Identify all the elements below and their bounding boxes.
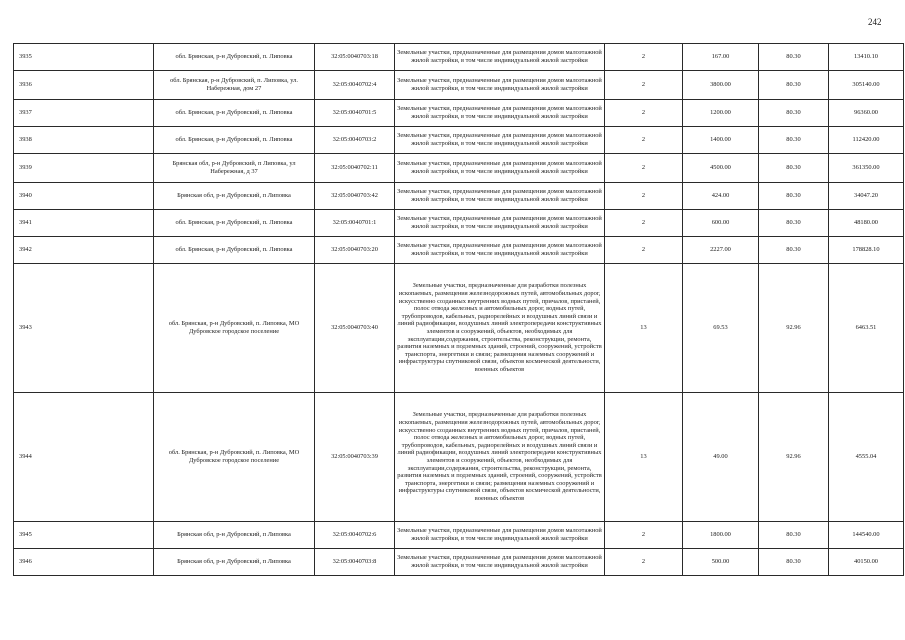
address-cell: обл. Брянская, р-н Дубровский, п. Липовка <box>154 210 315 237</box>
address-cell: Брянская обл, р-н Дубровский, п Липовка <box>154 522 315 549</box>
row-number-cell: 3935 <box>14 44 154 71</box>
cadastral-value-cell: 361350.00 <box>829 154 904 183</box>
address-cell: обл. Брянская, р-н Дубровский, п. Липовка <box>154 237 315 264</box>
row-number-cell: 3939 <box>14 154 154 183</box>
land-use-description-cell: Земельные участки, предназначенные для размещения домов малоэтажной жилой застройки, в том числе индивидуальной жилой застройки <box>395 549 605 576</box>
address-cell: Брянская обл, р-н Дубровский, п Липовка, ул Набережная, д 37 <box>154 154 315 183</box>
address-cell: обл. Брянская, р-н Дубровский, п. Липовка, МО Дубровское городское поселение <box>154 264 315 393</box>
row-number-cell: 3940 <box>14 183 154 210</box>
specific-value-cell: 92.96 <box>759 264 829 393</box>
specific-value-cell: 80.30 <box>759 71 829 100</box>
cadastral-value-cell: 305140.00 <box>829 71 904 100</box>
category-cell: 2 <box>605 210 683 237</box>
cadastral-value-cell: 4555.04 <box>829 393 904 522</box>
address-cell: обл. Брянская, р-н Дубровский, п. Липовка <box>154 100 315 127</box>
specific-value-cell: 80.30 <box>759 522 829 549</box>
table-row <box>14 210 904 237</box>
cadastral-value-cell: 6463.51 <box>829 264 904 393</box>
row-number-cell: 3946 <box>14 549 154 576</box>
table-row <box>14 71 904 100</box>
cadastral-number-cell: 32:05:0040703:42 <box>315 183 395 210</box>
cadastral-value-cell: 40150.00 <box>829 549 904 576</box>
category-cell: 2 <box>605 44 683 71</box>
table-row <box>14 522 904 549</box>
category-cell: 2 <box>605 127 683 154</box>
table-row <box>14 127 904 154</box>
row-number-cell: 3941 <box>14 210 154 237</box>
land-use-description-cell: Земельные участки, предназначенные для размещения домов малоэтажной жилой застройки, в том числе индивидуальной жилой застройки <box>395 237 605 264</box>
area-cell: 167.00 <box>683 44 759 71</box>
cadastral-number-cell: 32:05:0040703:40 <box>315 264 395 393</box>
specific-value-cell: 80.30 <box>759 127 829 154</box>
table-row <box>14 44 904 71</box>
page-number: 242 <box>868 17 882 27</box>
land-use-description-cell: Земельные участки, предназначенные для размещения домов малоэтажной жилой застройки, в том числе индивидуальной жилой застройки <box>395 127 605 154</box>
row-number-cell: 3944 <box>14 393 154 522</box>
specific-value-cell: 80.30 <box>759 154 829 183</box>
table-row <box>14 393 904 522</box>
area-cell: 69.53 <box>683 264 759 393</box>
area-cell: 424.00 <box>683 183 759 210</box>
cadastral-number-cell: 32:05:0040701:5 <box>315 100 395 127</box>
row-number-cell: 3945 <box>14 522 154 549</box>
cadastral-number-cell: 32:05:0040702:11 <box>315 154 395 183</box>
area-cell: 1400.00 <box>683 127 759 154</box>
cadastral-value-cell: 13410.10 <box>829 44 904 71</box>
cadastral-value-cell: 34047.20 <box>829 183 904 210</box>
specific-value-cell: 80.30 <box>759 183 829 210</box>
land-use-description-cell: Земельные участки, предназначенные для разработки полезных ископаемых, размещения железнодорожных путей, автомобильных дорог, искусственно созданных внутренних водных путей, причалов, пристаней, полос отвода железных и автомобильных дорог, водных путей, трубопроводов, кабельных, радиорелейных и воздушных линий связи и линий радиофикации, воздушных линий электропередачи конструктивных элементов и сооружений, объектов, необходимых для эксплуатации,содержания, строительства, реконструкции, ремонта, развития наземных и подземных зданий, строений, сооружений, устройств транспорта, энергетики и связи; размещения наземных сооружений и инфраструктуры спутниковой связи, объектов космической деятельности, военных объектов <box>395 393 605 522</box>
cadastral-number-cell: 32:05:0040701:1 <box>315 210 395 237</box>
table-row <box>14 264 904 393</box>
land-use-description-cell: Земельные участки, предназначенные для размещения домов малоэтажной жилой застройки, в том числе индивидуальной жилой застройки <box>395 210 605 237</box>
category-cell: 13 <box>605 393 683 522</box>
category-cell: 2 <box>605 522 683 549</box>
land-use-description-cell: Земельные участки, предназначенные для размещения домов малоэтажной жилой застройки, в том числе индивидуальной жилой застройки <box>395 522 605 549</box>
cadastral-value-cell: 112420.00 <box>829 127 904 154</box>
specific-value-cell: 80.30 <box>759 44 829 71</box>
specific-value-cell: 80.30 <box>759 549 829 576</box>
category-cell: 2 <box>605 549 683 576</box>
land-use-description-cell: Земельные участки, предназначенные для разработки полезных ископаемых, размещения железнодорожных путей, автомобильных дорог, искусственно созданных внутренних водных путей, причалов, пристаней, полос отвода железных и автомобильных дорог, водных путей, трубопроводов, кабельных, радиорелейных и воздушных линий связи и линий радиофикации, воздушных линий электропередачи конструктивных элементов и сооружений, объектов, необходимых для эксплуатации,содержания, строительства, реконструкции, ремонта, развития наземных и подземных зданий, строений, сооружений, устройств транспорта, энергетики и связи; размещения наземных сооружений и инфраструктуры спутниковой связи, объектов космической деятельности, военных объектов <box>395 264 605 393</box>
specific-value-cell: 80.30 <box>759 100 829 127</box>
cadastral-value-cell: 144540.00 <box>829 522 904 549</box>
row-number-cell: 3942 <box>14 237 154 264</box>
cadastral-number-cell: 32:05:0040703:20 <box>315 237 395 264</box>
address-cell: обл. Брянская, р-н Дубровский, п. Липовка <box>154 44 315 71</box>
row-number-cell: 3938 <box>14 127 154 154</box>
table-row <box>14 237 904 264</box>
address-cell: обл. Брянская, р-н Дубровский, п. Липовка, ул. Набережная, дом 27 <box>154 71 315 100</box>
area-cell: 1200.00 <box>683 100 759 127</box>
address-cell: обл. Брянская, р-н Дубровский, п. Липовка <box>154 127 315 154</box>
land-use-description-cell: Земельные участки, предназначенные для размещения домов малоэтажной жилой застройки, в том числе индивидуальной жилой застройки <box>395 44 605 71</box>
address-cell: Брянская обл, р-н Дубровский, п Липовка <box>154 549 315 576</box>
category-cell: 2 <box>605 71 683 100</box>
category-cell: 2 <box>605 183 683 210</box>
cadastral-number-cell: 32:05:0040703:18 <box>315 44 395 71</box>
category-cell: 2 <box>605 154 683 183</box>
area-cell: 49.00 <box>683 393 759 522</box>
cadastral-value-cell: 48180.00 <box>829 210 904 237</box>
category-cell: 13 <box>605 264 683 393</box>
cadastral-number-cell: 32:05:0040702:6 <box>315 522 395 549</box>
land-use-description-cell: Земельные участки, предназначенные для размещения домов малоэтажной жилой застройки, в том числе индивидуальной жилой застройки <box>395 71 605 100</box>
cadastral-value-cell: 178828.10 <box>829 237 904 264</box>
specific-value-cell: 92.96 <box>759 393 829 522</box>
area-cell: 1800.00 <box>683 522 759 549</box>
category-cell: 2 <box>605 237 683 264</box>
table-row <box>14 100 904 127</box>
area-cell: 2227.00 <box>683 237 759 264</box>
land-use-description-cell: Земельные участки, предназначенные для размещения домов малоэтажной жилой застройки, в том числе индивидуальной жилой застройки <box>395 183 605 210</box>
address-cell: Брянская обл, р-н Дубровский, п Липовка <box>154 183 315 210</box>
row-number-cell: 3943 <box>14 264 154 393</box>
category-cell: 2 <box>605 100 683 127</box>
cadastral-value-table <box>13 43 904 576</box>
address-cell: обл. Брянская, р-н Дубровский, п. Липовка, МО Дубровское городское поселение <box>154 393 315 522</box>
table-row <box>14 183 904 210</box>
specific-value-cell: 80.30 <box>759 237 829 264</box>
area-cell: 3800.00 <box>683 71 759 100</box>
row-number-cell: 3937 <box>14 100 154 127</box>
cadastral-number-cell: 32:05:0040703:2 <box>315 127 395 154</box>
land-use-description-cell: Земельные участки, предназначенные для размещения домов малоэтажной жилой застройки, в том числе индивидуальной жилой застройки <box>395 154 605 183</box>
row-number-cell: 3936 <box>14 71 154 100</box>
area-cell: 500.00 <box>683 549 759 576</box>
cadastral-number-cell: 32:05:0040702:4 <box>315 71 395 100</box>
cadastral-number-cell: 32:05:0040703:39 <box>315 393 395 522</box>
table-row <box>14 154 904 183</box>
specific-value-cell: 80.30 <box>759 210 829 237</box>
table-row <box>14 549 904 576</box>
cadastral-value-cell: 96360.00 <box>829 100 904 127</box>
cadastral-number-cell: 32:05:0040703:8 <box>315 549 395 576</box>
land-use-description-cell: Земельные участки, предназначенные для размещения домов малоэтажной жилой застройки, в том числе индивидуальной жилой застройки <box>395 100 605 127</box>
area-cell: 4500.00 <box>683 154 759 183</box>
area-cell: 600.00 <box>683 210 759 237</box>
